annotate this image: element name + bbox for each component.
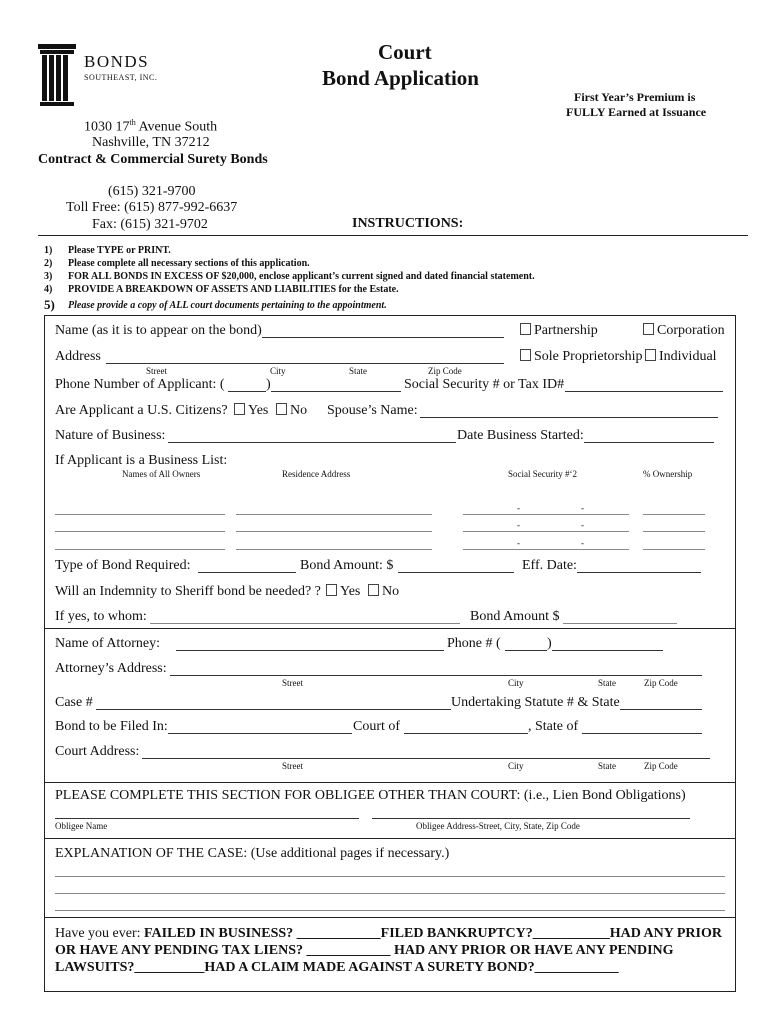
- phone-close-paren: ): [266, 377, 271, 392]
- sole-prop-label: Sole Proprietorship: [534, 349, 643, 364]
- bond-amount-field[interactable]: [398, 572, 514, 573]
- address-sub-street: Street: [146, 366, 167, 376]
- state-of-label: , State of: [528, 719, 579, 734]
- statute-label: Undertaking Statute # & State: [451, 695, 620, 710]
- section-divider-history: [44, 917, 736, 918]
- whom-label: If yes, to whom:: [55, 609, 147, 624]
- ssn-dash: -: [517, 538, 520, 548]
- instruction-text: Please provide a copy of ALL court documents pertaining to the appointment.: [68, 300, 387, 311]
- citizen-no-label: No: [290, 403, 308, 418]
- ssn-label: Social Security # or Tax ID#: [404, 377, 565, 392]
- premium-note-line1: First Year’s Premium is: [574, 90, 696, 104]
- history-line1: [55, 926, 722, 942]
- obligee-address-field[interactable]: [372, 818, 690, 819]
- bond-amount2-label: Bond Amount $: [470, 609, 560, 624]
- owner-address-field[interactable]: [236, 531, 432, 532]
- nature-field[interactable]: [168, 442, 456, 443]
- court-address-field[interactable]: [142, 758, 710, 759]
- owner-ssn-field[interactable]: [463, 531, 629, 532]
- ssn-dash: -: [581, 538, 584, 548]
- court-of-field[interactable]: [404, 733, 528, 734]
- attorney-phone-label: Phone # (: [447, 636, 501, 651]
- section-divider-obligee: [44, 782, 736, 783]
- citizen-label: Are Applicant a U.S. Citizens?: [55, 403, 228, 418]
- owner-ssn-field[interactable]: [463, 549, 629, 550]
- page-title-line2: Bond Application: [322, 66, 479, 90]
- company-fax: Fax: (615) 321-9702: [92, 217, 208, 232]
- spouse-field[interactable]: [420, 417, 718, 418]
- case-label: Case #: [55, 695, 93, 710]
- attorney-sub-state: State: [598, 678, 616, 688]
- ssn-dash: -: [517, 503, 520, 513]
- address-label: Address: [55, 349, 101, 364]
- state-of-field[interactable]: [582, 733, 702, 734]
- instructions-heading: INSTRUCTIONS:: [352, 216, 464, 231]
- attorney-address-label: Attorney’s Address:: [55, 661, 167, 676]
- citizen-yes-option[interactable]: [234, 403, 268, 419]
- phone-area-field[interactable]: [228, 391, 266, 392]
- corporation-option[interactable]: [643, 323, 725, 339]
- sole-prop-checkbox[interactable]: [520, 349, 531, 361]
- date-started-field[interactable]: [584, 442, 714, 443]
- obligee-heading: PLEASE COMPLETE THIS SECTION FOR OBLIGEE OTHER THAN COURT: (i.e., Lien Bond Obligations): [55, 788, 686, 803]
- corporation-label: Corporation: [657, 323, 725, 338]
- filed-in-label: Bond to be Filed In:: [55, 719, 168, 734]
- indemnity-no-checkbox[interactable]: [368, 584, 379, 596]
- address-sub-city: City: [270, 366, 286, 376]
- instruction-text: Please TYPE or PRINT.: [68, 245, 171, 256]
- attorney-sub-city: City: [508, 678, 524, 688]
- company-logo: [38, 44, 178, 114]
- explanation-line[interactable]: [55, 876, 725, 877]
- owner-name-field[interactable]: [55, 514, 225, 515]
- owner-name-field[interactable]: [55, 531, 225, 532]
- explanation-heading: EXPLANATION OF THE CASE: (Use additional pages if necessary.): [55, 846, 450, 861]
- eff-date-field[interactable]: [577, 572, 701, 573]
- eff-date-label: Eff. Date:: [522, 558, 577, 573]
- individual-label: Individual: [659, 349, 717, 364]
- instruction-text: PROVIDE A BREAKDOWN OF ASSETS AND LIABILITIES for the Estate.: [68, 284, 399, 295]
- ssn-dash: -: [517, 520, 520, 530]
- owner-address-field[interactable]: [236, 514, 432, 515]
- phone-number-field[interactable]: [271, 391, 401, 392]
- explanation-line[interactable]: [55, 910, 725, 911]
- citizen-yes-checkbox[interactable]: [234, 403, 245, 415]
- address-sub-state: State: [349, 366, 367, 376]
- instruction-text: FOR ALL BONDS IN EXCESS OF $20,000, enclose applicant’s current signed and dated financial statement.: [68, 271, 535, 282]
- date-started-label: Date Business Started:: [457, 428, 584, 443]
- logo-subtitle: SOUTHEAST, INC.: [84, 73, 158, 82]
- company-street: 1030 17th Avenue South: [84, 118, 218, 135]
- indemnity-yes-option[interactable]: [326, 584, 360, 600]
- court-sub-street: Street: [282, 761, 303, 771]
- phone-label: Phone Number of Applicant: (: [55, 377, 225, 392]
- history-line2: OR HAVE ANY PENDING TAX LIENS? ____________ HAD ANY PRIOR OR HAVE ANY PENDING: [55, 943, 674, 958]
- premium-note-line2: FULLY Earned at Issuance: [566, 105, 707, 119]
- attorney-name-label: Name of Attorney:: [55, 636, 160, 651]
- owner-ownership-field[interactable]: [643, 514, 705, 515]
- spouse-label: Spouse’s Name:: [327, 403, 418, 418]
- form-right-border: [735, 315, 736, 992]
- section-divider-attorney: [44, 628, 736, 629]
- col-ownership: % Ownership: [643, 469, 693, 479]
- bond-amount-label: Bond Amount: $: [300, 558, 394, 573]
- nature-label: Nature of Business:: [55, 428, 166, 443]
- history-line3: LAWSUITS?__________HAD A CLAIM MADE AGAINST A SURETY BOND?____________: [55, 960, 619, 975]
- filed-in-field[interactable]: [168, 733, 352, 734]
- owner-address-field[interactable]: [236, 549, 432, 550]
- header-divider: [38, 235, 748, 236]
- history-intro: Have you ever:: [55, 926, 145, 941]
- col-residence: Residence Address: [282, 469, 351, 479]
- col-owners: Names of All Owners: [122, 469, 201, 479]
- individual-checkbox[interactable]: [645, 349, 656, 361]
- form-top-border: [44, 315, 736, 316]
- instruction-num: 2): [44, 258, 53, 269]
- owner-ssn-field[interactable]: [463, 514, 629, 515]
- sole-prop-option[interactable]: [520, 349, 643, 365]
- instruction-text: Please complete all necessary sections of this application.: [68, 258, 310, 269]
- owner-ownership-field[interactable]: [643, 531, 705, 532]
- obligee-name-label: Obligee Name: [55, 821, 108, 831]
- bond-type-label: Type of Bond Required:: [55, 558, 191, 573]
- address-sub-zip: Zip Code: [428, 366, 462, 376]
- form-bottom-border: [44, 991, 736, 992]
- attorney-address-field[interactable]: [170, 675, 702, 676]
- partnership-option[interactable]: [520, 323, 598, 339]
- statute-field[interactable]: [620, 709, 702, 710]
- logo-name: BONDS: [84, 52, 150, 71]
- corporation-checkbox[interactable]: [643, 323, 654, 335]
- citizen-no-option[interactable]: [276, 403, 307, 419]
- court-sub-city: City: [508, 761, 524, 771]
- address-field[interactable]: [106, 363, 504, 364]
- attorney-phone-close: ): [547, 636, 552, 651]
- obligee-name-field[interactable]: [55, 818, 359, 819]
- applicant-name-field[interactable]: [262, 337, 504, 338]
- attorney-name-field[interactable]: [176, 650, 444, 651]
- attorney-sub-street: Street: [282, 678, 303, 688]
- form-left-border: [44, 315, 45, 992]
- instruction-num: 4): [44, 284, 53, 295]
- section-divider-explanation: [44, 838, 736, 839]
- citizen-yes-label: Yes: [248, 403, 269, 418]
- instruction-num: 5): [44, 297, 55, 312]
- court-sub-state: State: [598, 761, 616, 771]
- citizen-no-checkbox[interactable]: [276, 403, 287, 415]
- court-address-label: Court Address:: [55, 744, 140, 759]
- company-city: Nashville, TN 37212: [92, 135, 210, 150]
- applicant-name-label: Name (as it is to appear on the bond): [55, 323, 262, 338]
- court-sub-zip: Zip Code: [644, 761, 678, 771]
- partnership-label: Partnership: [534, 323, 598, 338]
- instruction-num: 3): [44, 271, 53, 282]
- owner-ownership-field[interactable]: [643, 549, 705, 550]
- indemnity-no-option[interactable]: [368, 584, 399, 600]
- bond-amount2-field[interactable]: [563, 623, 677, 624]
- col-ssn: Social Security #‘2: [508, 469, 577, 479]
- indemnity-yes-label: Yes: [340, 584, 361, 599]
- case-field[interactable]: [96, 709, 451, 710]
- attorney-sub-zip: Zip Code: [644, 678, 678, 688]
- explanation-line[interactable]: [55, 893, 725, 894]
- court-of-label: Court of: [353, 719, 401, 734]
- business-list-label: If Applicant is a Business List:: [55, 453, 228, 468]
- attorney-phone-field[interactable]: [552, 650, 663, 651]
- indemnity-label: Will an Indemnity to Sheriff bond be needed? ?: [55, 584, 321, 599]
- obligee-address-label: Obligee Address-Street, City, State, Zip Code: [416, 821, 580, 831]
- attorney-phone-area-field[interactable]: [505, 650, 547, 651]
- owner-name-field[interactable]: [55, 549, 225, 550]
- page-title-line1: Court: [378, 40, 432, 64]
- whom-field[interactable]: [150, 623, 460, 624]
- column-logo-icon: [38, 44, 78, 110]
- bond-type-field[interactable]: [198, 572, 296, 573]
- ssn-field[interactable]: [565, 391, 723, 392]
- company-phone: (615) 321-9700: [108, 184, 196, 199]
- indemnity-yes-checkbox[interactable]: [326, 584, 337, 596]
- history-questions-1: FAILED IN BUSINESS? ____________FILED BANKRUPTCY?___________HAD ANY PRIOR: [144, 926, 722, 941]
- ssn-dash: -: [581, 520, 584, 530]
- company-tollfree: Toll Free: (615) 877-992-6637: [66, 200, 238, 215]
- indemnity-no-label: No: [382, 584, 400, 599]
- individual-option[interactable]: [645, 349, 717, 365]
- instruction-num: 1): [44, 245, 53, 256]
- partnership-checkbox[interactable]: [520, 323, 531, 335]
- ssn-dash: -: [581, 503, 584, 513]
- company-tagline: Contract & Commercial Surety Bonds: [38, 152, 268, 167]
